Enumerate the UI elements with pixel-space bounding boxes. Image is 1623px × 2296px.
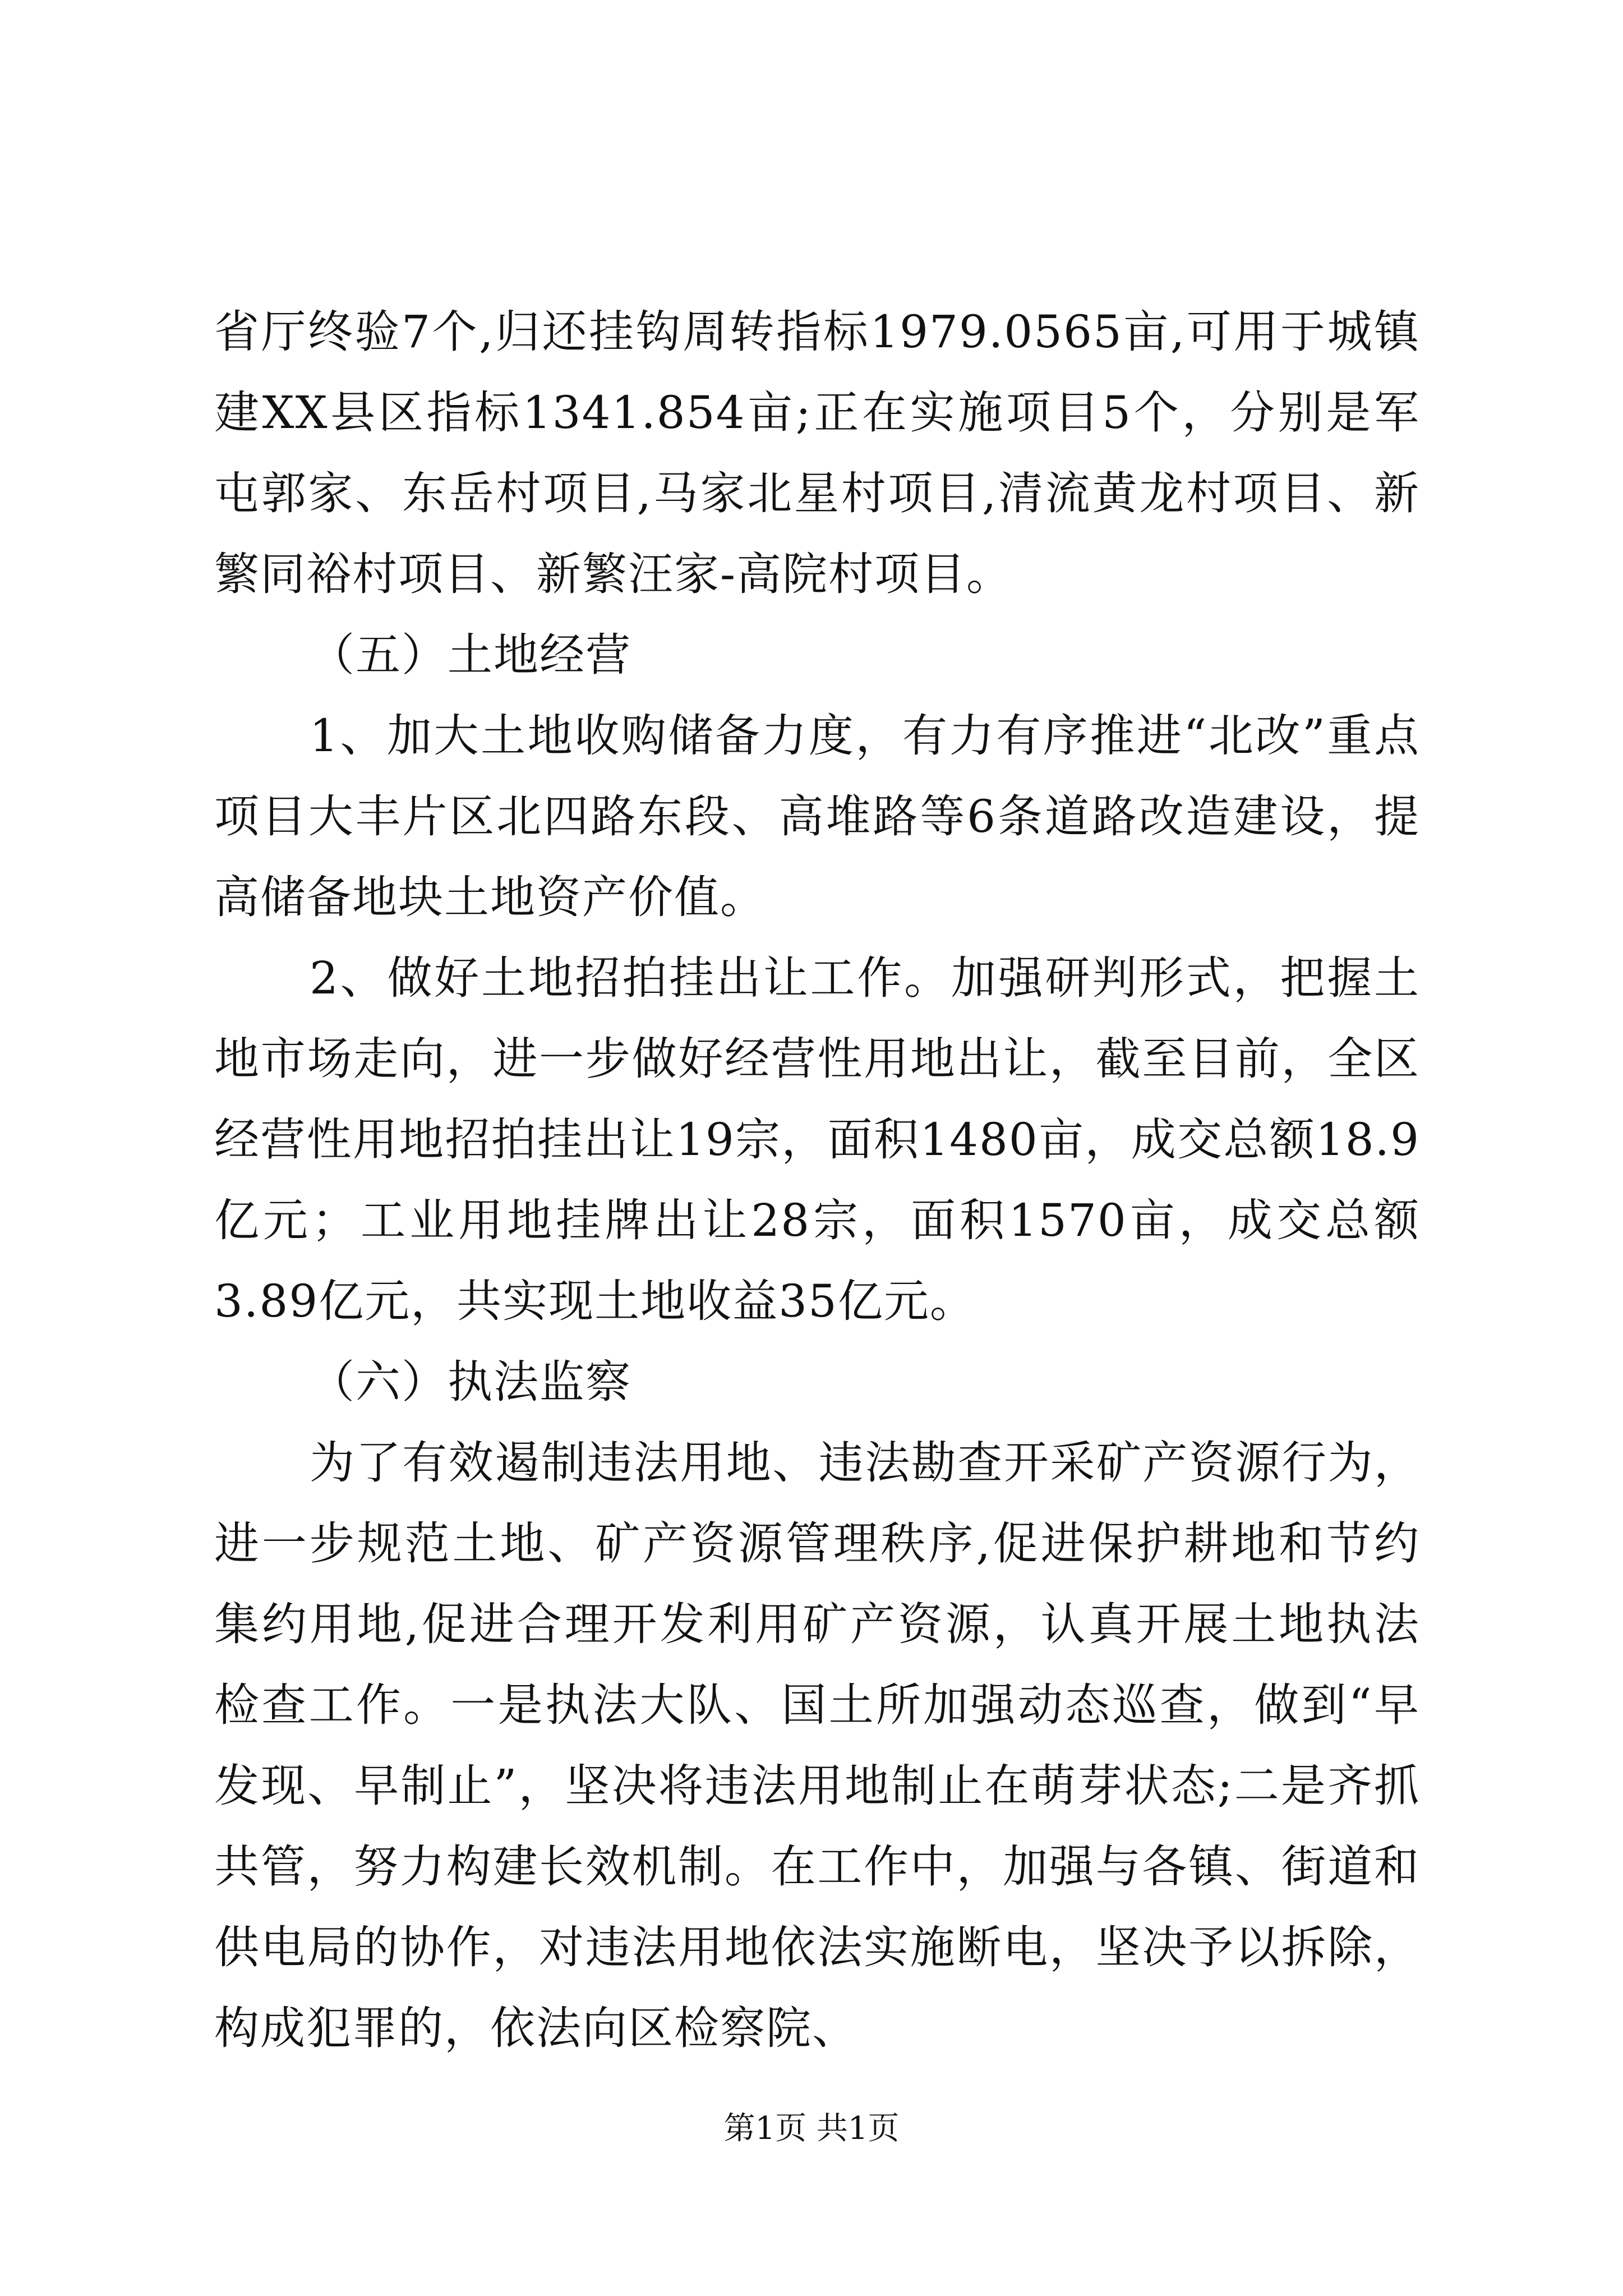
- page-footer: 第1页 共1页: [723, 2110, 900, 2147]
- section-heading-land-operation: （五）土地经营: [310, 629, 631, 681]
- section-heading-law-enforcement: （六）执法监察: [310, 1356, 631, 1408]
- paragraph-land-transfer: 2、做好土地招拍挂出让工作。加强研判形式，把握土地市场走向，进一步做好经营性用地出让，截至目前，全区经营性用地招拍挂出让19宗，面积1480亩，成交总额18.9亿元；工业用地挂牌出让28宗，面积1570亩，成交总额3.89亿元，共实现土地收益35亿元。: [214, 952, 1420, 1327]
- paragraph-land-reserve: 1、加大土地收购储备力度，有力有序推进“北改”重点项目大丰片区北四路东段、高堆路等6条道路改造建设，提高储备地块土地资产价值。: [214, 710, 1420, 923]
- document-body: [214, 292, 1420, 2069]
- paragraph-law-enforcement: 为了有效遏制违法用地、违法勘查开采矿产资源行为，进一步规范土地、矿产资源管理秩序,促进保护耕地和节约集约用地,促进合理开发利用矿产资源，认真开展土地执法检查工作。一是执法大队、国土所加强动态巡查，做到“早发现、早制止”，坚决将违法用地制止在萌芽状态;二是齐抓共管，努力构建长效机制。在工作中，加强与各镇、街道和供电局的协作，对违法用地依法实施断电，坚决予以拆除，构成犯罪的，依法向区检察院、: [214, 1437, 1420, 2054]
- paragraph-continuation: 省厅终验7个,归还挂钩周转指标1979.0565亩,可用于城镇建XX县区指标1341.854亩;正在实施项目5个，分别是军屯郭家、东岳村项目,马家北星村项目,清流黄龙村项目、新繁同裕村项目、新繁汪家-高院村项目。: [214, 306, 1420, 600]
